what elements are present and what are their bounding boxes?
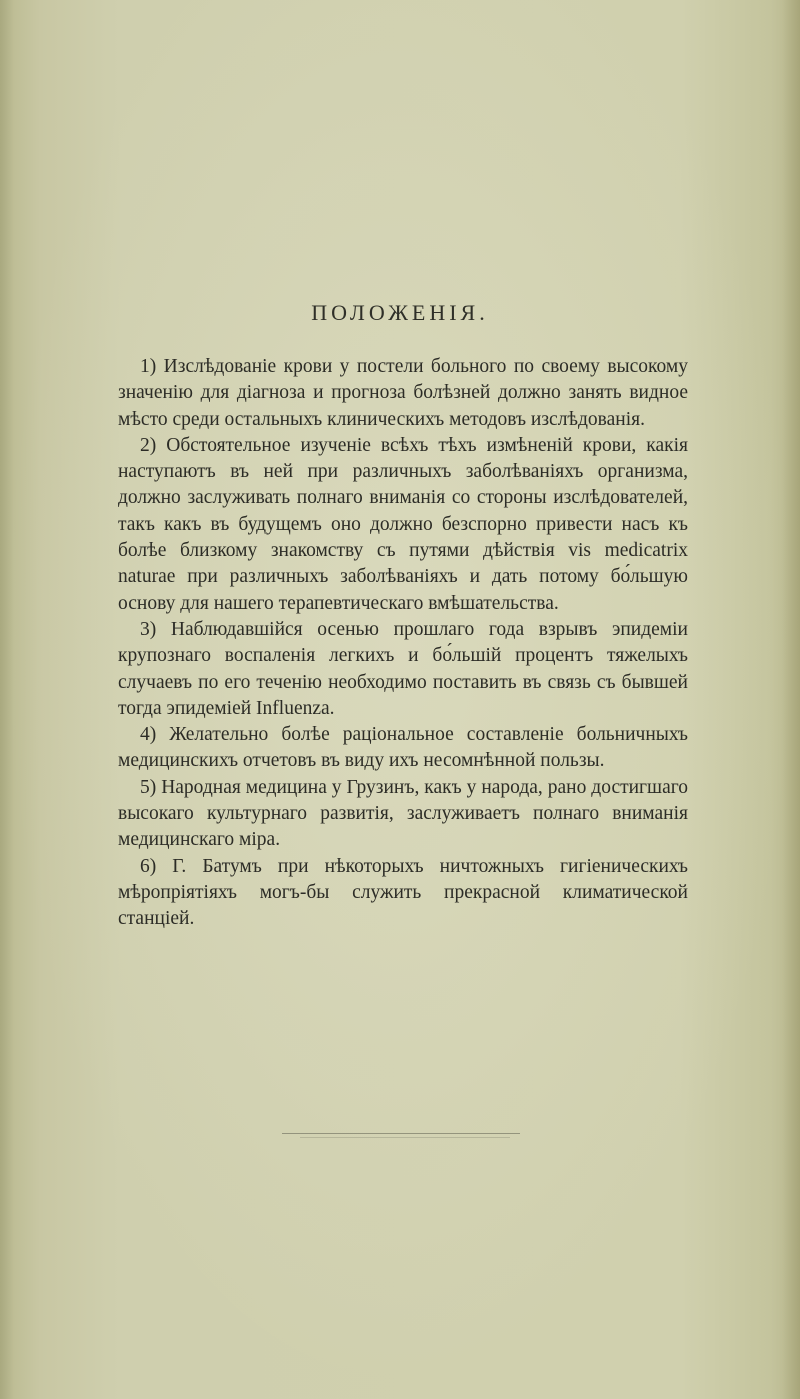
thesis-4: 4) Желательно болѣе раціональное составленіе больничныхъ медицинскихъ отчетовъ въ виду ихъ несомнѣнной пользы. <box>118 724 688 772</box>
page-edge-shadow-left <box>0 0 14 1399</box>
thesis-6: 6) Г. Батумъ при нѣкоторыхъ ничтожныхъ гигіеническихъ мѣропріятіяхъ могъ-бы служить прекрасной климатической станціей. <box>118 855 688 930</box>
thesis-2: 2) Обстоятельное изученіе всѣхъ тѣхъ измѣненій крови, какія наступаютъ въ ней при различныхъ заболѣваніяхъ организма, должно заслуживать полнаго вниманія со стороны изслѣдователей, такъ какъ въ будущемъ оно должно безспорно привести насъ къ болѣе близкому знакомству съ путями дѣйствія vis medicatrix naturae при различныхъ заболѣваніяхъ и дать потому бо́льшую основу для нашего терапевтическаго вмѣшательства. <box>118 434 688 614</box>
theses-text <box>118 354 688 933</box>
closing-rule <box>282 1133 520 1134</box>
thesis-3: 3) Наблюдавшійся осенью прошлаго года взрывъ эпидеміи крупознаго воспаленія легкихъ и бо́льшій процентъ тяжелыхъ случаевъ по его теченію необходимо поставить въ связь съ бывшей тогда эпидеміей Influenza. <box>118 618 688 719</box>
thesis-5: 5) Народная медицина у Грузинъ, какъ у народа, рано достигшаго высокаго культурнаго развитія, заслуживаетъ полнаго вниманія медицинскаго міра. <box>118 776 688 851</box>
page-edge-shadow-right <box>782 0 800 1399</box>
thesis-1: 1) Изслѣдованіе крови у постели больного по своему высокому значенію для діагноза и прогноза болѣзней должно занять видное мѣсто среди остальныхъ клиническихъ методовъ изслѣдованія. <box>118 356 688 430</box>
closing-rule-faint <box>300 1137 510 1138</box>
page-title: ПОЛОЖЕНІЯ. <box>311 300 489 325</box>
